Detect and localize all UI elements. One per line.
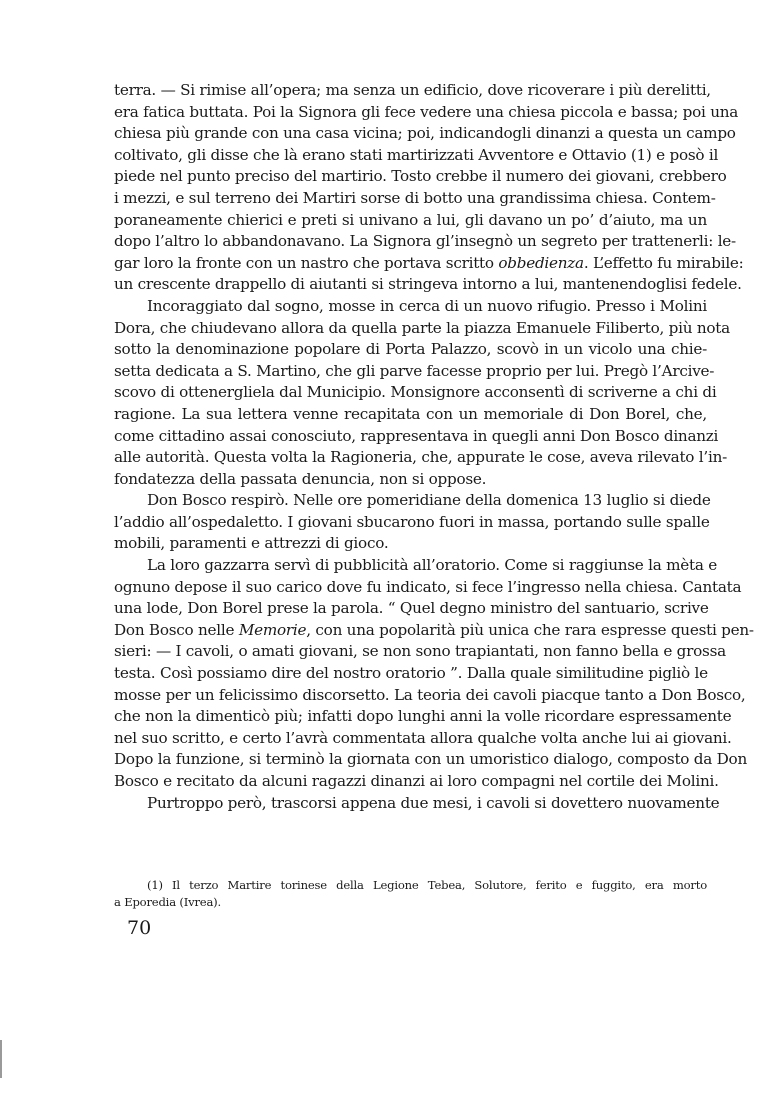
scan-edge-mark [0, 1040, 2, 1078]
text-line: piede nel punto preciso del martirio. Tosto crebbe il numero dei giovani, crebbero [114, 167, 727, 186]
text-line: una lode, Don Borel prese la parola. “ Quel degno ministro del santuario, scrive [114, 599, 709, 618]
text-line: come cittadino assai conosciuto, rappresentava in quegli anni Don Bosco dinanzi [114, 426, 719, 445]
text-line: poraneamente chierici e preti si univano a lui, gli davano un po’ d’aiuto, ma un [114, 210, 707, 229]
text-line: sotto la denominazione popolare di Porta Palazzo, scovò in un vicolo una chie- [114, 340, 707, 359]
paragraph-4 [114, 555, 754, 793]
text-line: La loro gazzarra servì di pubblicità all’oratorio. Come si raggiunse la mèta e [147, 556, 717, 575]
body-text [114, 80, 754, 814]
text-line: chiesa più grande con una casa vicina; poi, indicandogli dinanzi a questa un campo [114, 124, 736, 143]
text-line: Dopo la funzione, si terminò la giornata con un umoristico dialogo, composto da Don [114, 750, 747, 769]
footnote [114, 877, 707, 911]
text-line: sieri: — I cavoli, o amati giovani, se non sono trapiantati, non fanno bella e grossa [114, 642, 726, 661]
page-number: 70 [127, 917, 152, 939]
text-line: terra. — Si rimise all’opera; ma senza un edificio, dove ricoverare i più derelitti, [114, 81, 711, 99]
text-line: Purtroppo però, trascorsi appena due mesi, i cavoli si dovettero nuovamente [147, 793, 720, 812]
text-line: Bosco e recitato da alcuni ragazzi dinanzi ai loro compagni nel cortile dei Molini. [114, 772, 719, 790]
text-segment: . L’effetto fu mirabile: [583, 253, 744, 272]
text-line: mobili, paramenti e attrezzi di gioco. [114, 534, 389, 553]
text-line: Dora, che chiudevano allora da quella parte la piazza Emanuele Filiberto, più nota [114, 318, 730, 337]
paragraph-2 [114, 296, 730, 490]
text-line: scovo di ottenergliela dal Municipio. Monsignore acconsentì di scriverne a chi di [114, 383, 717, 402]
text-line: alle autorità. Questa volta la Ragioneria, che, appurate le cose, aveva rilevato l’in- [114, 448, 727, 467]
text-line: mosse per un felicissimo discorsetto. La teoria dei cavoli piacque tanto a Don Bosco, [114, 685, 746, 704]
text-line: i mezzi, e sul terreno dei Martiri sorse di botto una grandissima chiesa. Contem- [114, 188, 716, 207]
text-line: un crescente drappello di aiutanti si stringeva intorno a lui, mantenendoglisi fedele. [114, 275, 742, 294]
footnote-line: a Eporedia (Ivrea). [114, 895, 221, 909]
text-line: l’addio all’ospedaletto. I giovani sbucarono fuori in massa, portando sulle spalle [114, 512, 710, 531]
text-line: nel suo scritto, e certo l’avrà commentata allora qualche volta anche lui ai giovani. [114, 728, 732, 747]
text-line: Don Bosco respirò. Nelle ore pomeridiane della domenica 13 luglio si diede [147, 491, 711, 510]
paragraph-3 [114, 490, 711, 555]
text-line: fondatezza della passata denuncia, non si oppose. [114, 469, 487, 488]
text-line: setta dedicata a S. Martino, che gli parve facesse proprio per lui. Pregò l’Arcive- [114, 361, 715, 380]
text-line: ognuno depose il suo carico dove fu indicato, si fece l’ingresso nella chiesa. Cantata [114, 577, 742, 596]
text-segment: Don Bosco nelle [114, 620, 239, 639]
text-line [114, 620, 754, 642]
text-line: dopo l’altro lo abbandonavano. La Signora gl’insegnò un segreto per trattenerli: le- [114, 232, 736, 251]
text-line: ragione. La sua lettera venne recapitata con un memoriale di Don Borel, che, [114, 404, 707, 423]
text-line: coltivato, gli disse che là erano stati martirizzati Avventore e Ottavio (1) e posò il [114, 145, 719, 164]
text-segment: gar loro la fronte con un nastro che portava scritto [114, 253, 499, 272]
paragraph-5 [114, 793, 720, 815]
text-line: testa. Così possiamo dire del nostro oratorio ”. Dalla quale similitudine pigliò le [114, 664, 708, 683]
footnote-line: (1) Il terzo Martire torinese della Legione Tebea, Solutore, ferito e fuggito, era morto [147, 878, 707, 892]
italic-term: obbedienza [498, 253, 584, 272]
paragraph-1 [114, 80, 744, 296]
text-segment: , con una popolarità più unica che rara espresse questi pen- [306, 620, 754, 639]
italic-title: Memorie [238, 620, 307, 639]
text-line: era fatica buttata. Poi la Signora gli fece vedere una chiesa piccola e bassa; poi una [114, 102, 739, 121]
text-line: Incoraggiato dal sogno, mosse in cerca di un nuovo rifugio. Presso i Molini [147, 296, 707, 315]
text-line [114, 253, 744, 275]
text-line: che non la dimenticò più; infatti dopo lunghi anni la volle ricordare espressamente [114, 707, 732, 726]
